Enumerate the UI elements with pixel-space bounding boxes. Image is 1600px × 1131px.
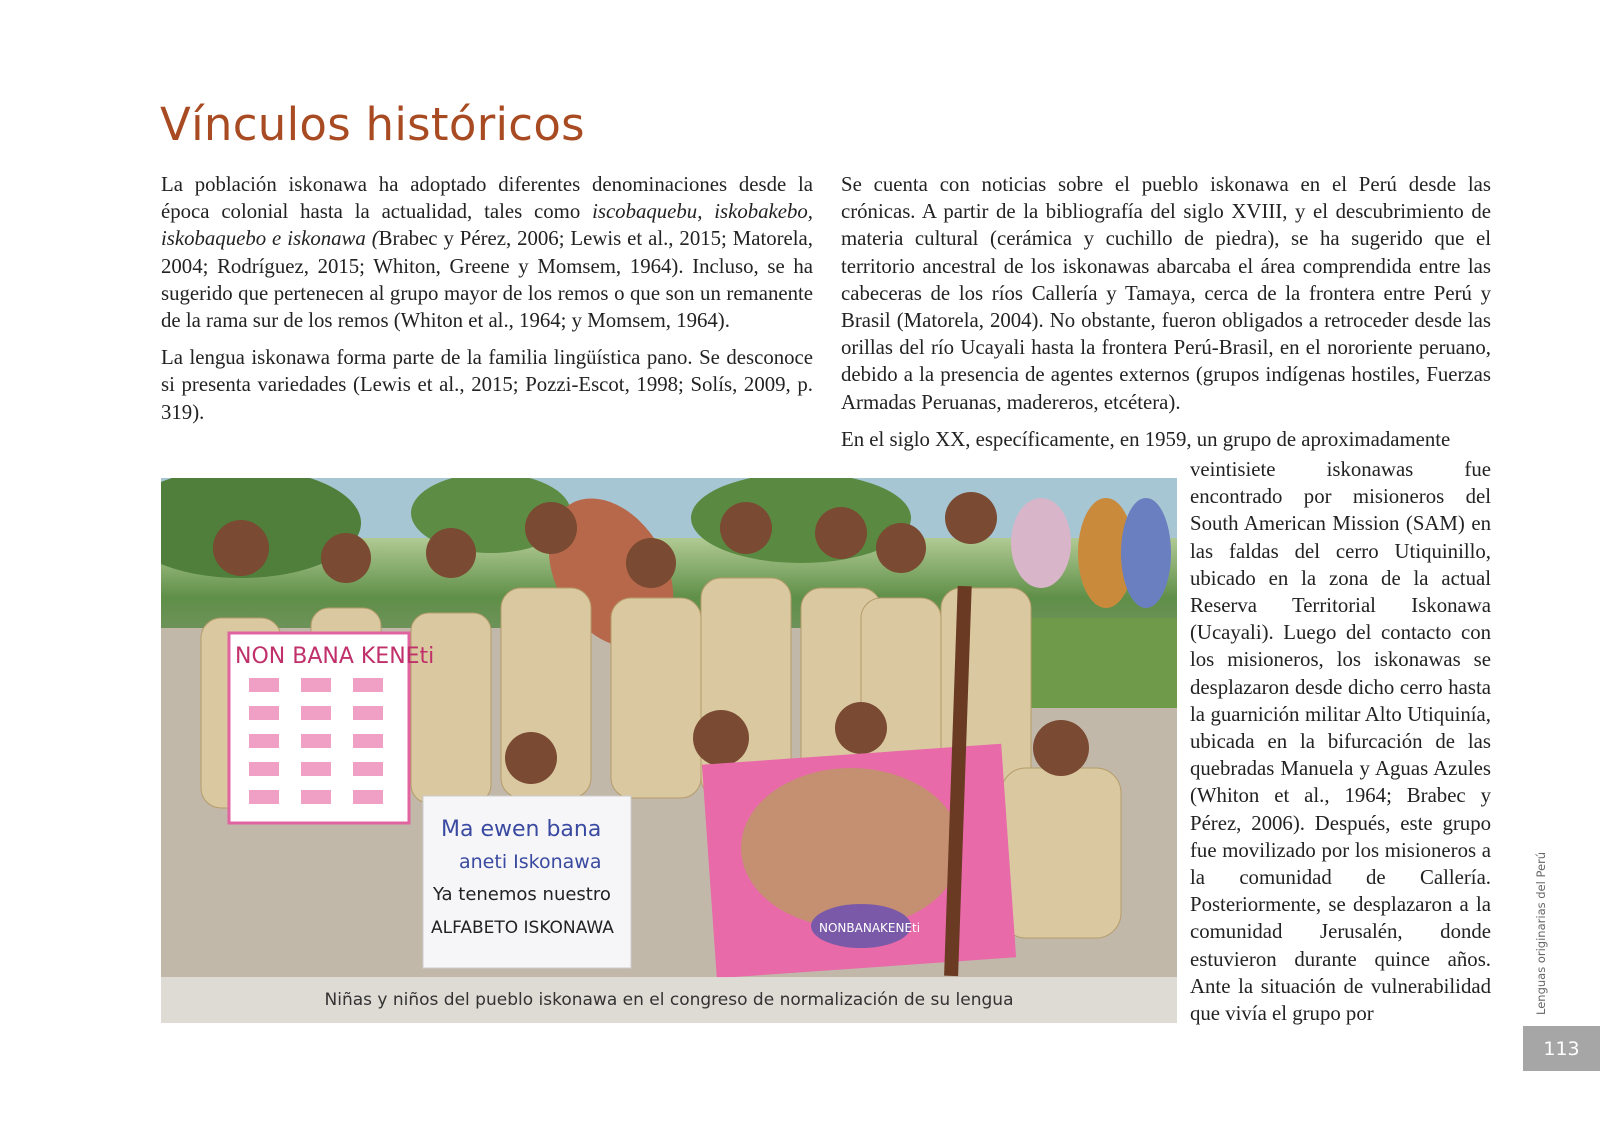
sign-right-text: NONBANAKENEti [819, 921, 921, 935]
paragraph-siglo-xx-start: En el siglo XX, específicamente, en 1959, un grupo de aproximadamente [841, 427, 1451, 451]
paragraph-siglo-xx-continued: veintisiete iskonawas fue encontrado por misioneros del South American Mission (SAM) en las faldas del cerro Utiquinillo, ubicado en la zona de la actual Reserva Territorial Iskonawa (Ucayali). Luego del contacto con los misioneros, los iskonawas se desplazaron desde dicho cerro hasta la guarnición militar Alto Utiquinía, ubicada en la bifurcación de las quebradas Manuela y Aguas Azules (Whiton et al., 1964; Brabec y Pérez, 2006). Después, este grupo fue movilizado por los misioneros a la comunidad de Callería. Posteriormente, se desplazaron a la comunidad Jerusalén, donde estuvieron durante quince años. Ante la situación de vulnerabilidad que vivía el grupo por [1190, 458, 1491, 1026]
side-label-text: Lenguas originarias del Perú [1534, 851, 1548, 1015]
paragraph-text: Brabec y Pérez, 2006; Lewis et al., 2015; Matorela, 2004; Rodríguez, 2015; Whiton, Greene y Momsem, 1964). Incluso, se ha sugerido que pertenecen al grupo mayor de los remos o que son un remanente de la rama sur de los remos (Whiton et al., 1964; y Momsem, 1964). [161, 227, 813, 333]
photo-iskonawa-children [161, 478, 1177, 1023]
wrapped-text-column [1190, 456, 1491, 1027]
paragraph-lengua: La lengua iskonawa forma parte de la familia lingüística pano. Se desconoce si presenta variedades (Lewis et al., 2015; Pozzi-Escot, 1998; Solís, 2009, p. 319). [161, 346, 813, 424]
paragraph-text: La población iskonawa ha adoptado diferentes denominaciones desde la época colonial hasta la actualidad, tales como [161, 173, 813, 224]
section-title: Vínculos históricos [160, 98, 585, 151]
right-column [841, 171, 1491, 463]
paragraph-noticias: Se cuenta con noticias sobre el pueblo iskonawa en el Perú desde las crónicas. A partir de la bibliografía del siglo XVIII, y el descubrimiento de materia cultural (cerámica y cuchillo de piedra), se ha sugerido que el territorio ancestral de los iskonawas abarcaba el área comprendida entre las cabeceras de los ríos Callería y Tamaya, cerca de la frontera entre Perú y Brasil (Matorela, 2004). No obstante, fueron obligados a retroceder desde las orillas del río Ucayali hasta la frontera Perú-Brasil, en el nororiente peruano, debido a la presencia de agentes externos (grupos indígenas hostiles, Fuerzas Armadas Peruanas, madereros, etcétera). [841, 173, 1491, 414]
italic-names: iscobaquebu, iskobakebo, iskobaquebo e iskonawa ( [161, 200, 813, 251]
sign-center-line1: Ma ewen bana [441, 817, 602, 842]
sign-left-text: NON BANA KENEti [235, 644, 435, 669]
sign-center-line3: Ya tenemos nuestro [433, 884, 611, 905]
sign-center-line2: aneti Iskonawa [459, 851, 602, 873]
photo-caption: Niñas y niños del pueblo iskonawa en el congreso de normalización de su lengua [324, 990, 1014, 1010]
left-column [161, 171, 813, 436]
page-number-tab [1523, 1026, 1600, 1071]
photo-illustration [161, 478, 1177, 1023]
sign-center-line4: ALFABETO ISKONAWA [431, 918, 614, 938]
paragraph-denominaciones [161, 171, 813, 334]
photo-caption-bar [161, 977, 1177, 1023]
page-number: 113 [1543, 1037, 1580, 1060]
